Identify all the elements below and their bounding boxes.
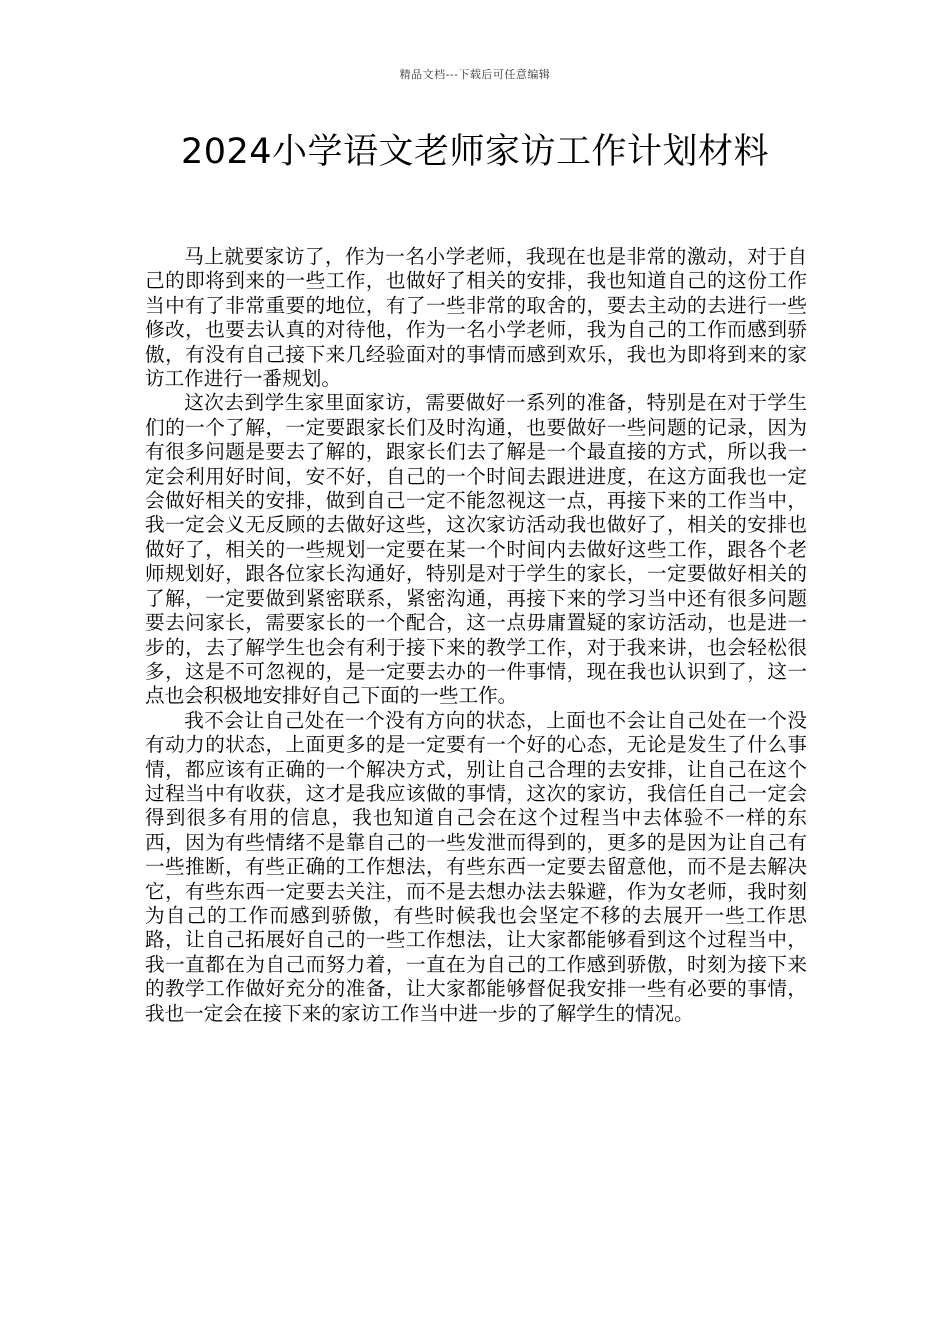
paragraph-1: 马上就要家访了，作为一名小学老师，我现在也是非常的激动，对于自己的即将到来的一些工作，也做好了相关的安排，我也知道自己的这份工作当中有了非常重要的地位，有了一些非常的取舍的，要去主动的去进行一些修改，也要去认真的对待他，作为一名小学老师，我为自己的工作而感到骄傲，有没有自己接下来几经验面对的事情而感到欢乐，我也为即将到来的家访工作进行一番规划。 (145, 245, 807, 391)
header-note: 精品文档---下载后可任意编辑 (399, 68, 551, 81)
paragraph-3: 我不会让自己处在一个没有方向的状态，上面也不会让自己处在一个没有动力的状态，上面更多的是一定要有一个好的心态，无论是发生了什么事情，都应该有正确的一个解决方式，别让自己合理的去安排，让自己在这个过程当中有收获，这才是我应该做的事情，这次的家访，我信任自己一定会得到很多有用的信息，我也知道自己会在这个过程当中去体验不一样的东西，因为有些情绪不是靠自己的一些发泄而得到的，更多的是因为让自己有一些推断，有些正确的工作想法，有些东西一定要去留意他，而不是去解决它，有些东西一定要去关注，而不是去想办法去躲避，作为女老师，我时刻为自己的工作而感到骄傲，有些时候我也会坚定不移的去展开一些工作思路，让自己拓展好自己的一些工作想法，让大家都能够看到这个过程当中，我一直都在为自己而努力着，一直在为自己的工作感到骄傲，时刻为接下来的教学工作做好充分的准备，让大家都能够督促我安排一些有必要的事情，我也一定会在接下来的家访工作当中进一步的了解学生的情况。 (145, 708, 807, 1025)
document-body (145, 245, 807, 1026)
document-title: 2024小学语文老师家访工作计划材料 (180, 132, 770, 172)
paragraph-2: 这次去到学生家里面家访，需要做好一系列的准备，特别是在对于学生们的一个了解，一定要跟家长们及时沟通，也要做好一些问题的记录，因为有很多问题是要去了解的，跟家长们去了解是一个最直接的方式，所以我一定会利用好时间，安不好，自己的一个时间去跟进进度，在这方面我也一定会做好相关的安排，做到自己一定不能忽视这一点，再接下来的工作当中，我一定会义无反顾的去做好这些，这次家访活动我也做好了，相关的安排也做好了，相关的一些规划一定要在某一个时间内去做好这些工作，跟各个老师规划好，跟各位家长沟通好，特别是对于学生的家长，一定要做好相关的了解，一定要做到紧密联系，紧密沟通，再接下来的学习当中还有很多问题要去问家长，需要家长的一个配合，这一点毋庸置疑的家访活动，也是进一步的，去了解学生也会有利于接下来的教学工作，对于我来讲，也会轻松很多，这是不可忽视的，是一定要去办的一件事情，现在我也认识到了，这一点也会积极地安排好自己下面的一些工作。 (145, 391, 807, 708)
